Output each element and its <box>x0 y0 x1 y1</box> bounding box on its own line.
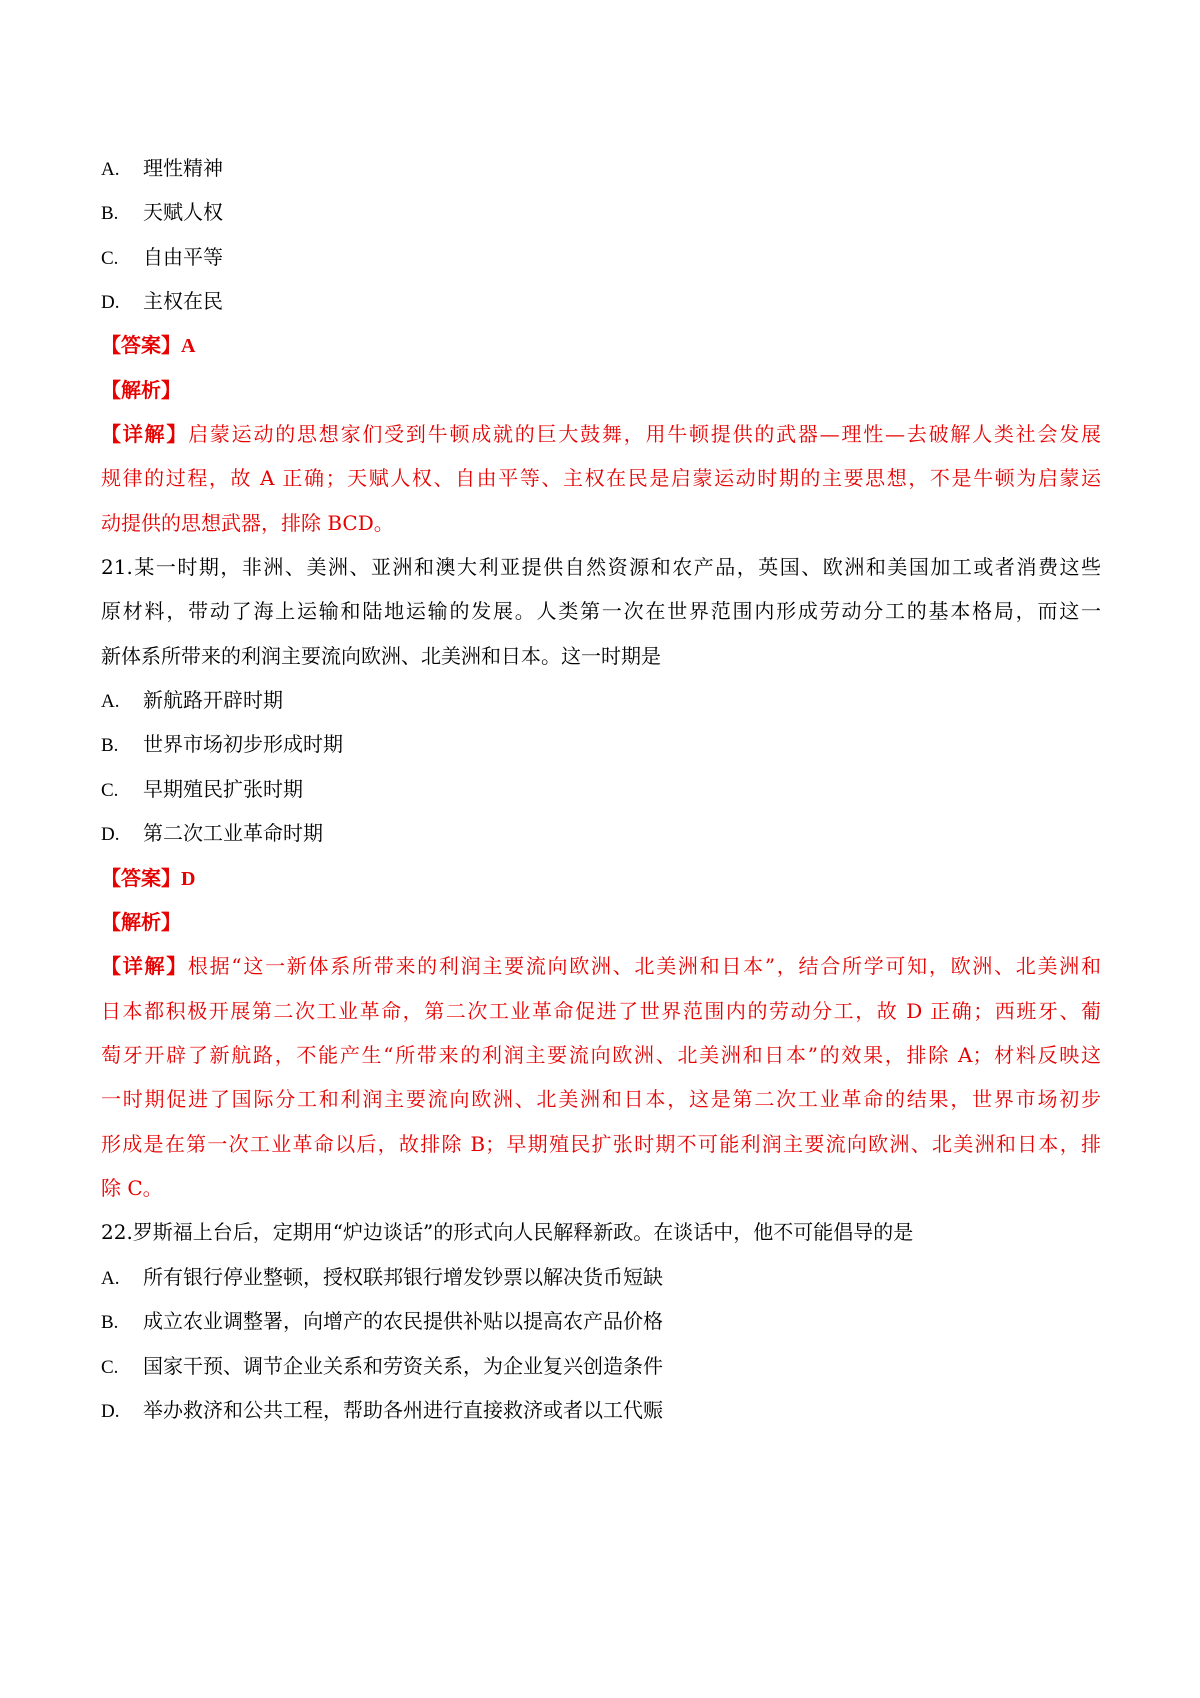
option-text: 早期殖民扩张时期 <box>143 777 303 801</box>
option-text: 理性精神 <box>143 156 223 180</box>
q21-analysis-label <box>101 908 1101 936</box>
analysis-label: 【解析】 <box>101 378 181 402</box>
option-letter: B. <box>101 1312 119 1333</box>
q21-detail-line-5: 形成是在第一次工业革命以后，故排除 B；早期殖民扩张时期不可能利润主要流向欧洲、北美洲和日本，排 <box>101 1132 1101 1156</box>
answer-label: 【答案】 <box>101 333 181 357</box>
option-text: 世界市场初步形成时期 <box>143 732 343 756</box>
answer-value: A <box>181 335 196 357</box>
q22-option-c <box>101 1352 1101 1382</box>
option-text: 所有银行停业整顿，授权联邦银行增发钞票以解决货币短缺 <box>143 1265 663 1289</box>
q21-stem-line-2: 原材料，带动了海上运输和陆地运输的发展。人类第一次在世界范围内形成劳动分工的基本格局，而这一 <box>101 599 1101 623</box>
q20-detail-line-2: 规律的过程，故 A 正确；天赋人权、自由平等、主权在民是启蒙运动时期的主要思想，不是牛顿为启蒙运 <box>101 466 1101 490</box>
q20-analysis-label <box>101 376 1101 404</box>
detail-label: 【详解】 <box>101 954 188 978</box>
option-text: 天赋人权 <box>143 200 223 224</box>
q20-detail-line-3: 动提供的思想武器，排除 BCD。 <box>101 511 394 535</box>
q20-option-a <box>101 154 1101 184</box>
q20-option-c <box>101 243 1101 273</box>
analysis-label: 【解析】 <box>101 910 181 934</box>
q21-detail-line-6: 除 C。 <box>101 1176 163 1200</box>
option-letter: D. <box>101 1401 120 1422</box>
detail-label: 【详解】 <box>101 422 189 446</box>
q21-stem-line-3: 新体系所带来的利润主要流向欧洲、北美洲和日本。这一时期是 <box>101 644 661 668</box>
option-letter: B. <box>101 735 119 756</box>
q22-stem: 22.罗斯福上台后，定期用“炉边谈话”的形式向人民解释新政。在谈话中，他不可能倡导的是 <box>101 1220 914 1244</box>
option-letter: C. <box>101 248 119 269</box>
q20-detail-line-1 <box>101 420 1101 448</box>
option-letter: D. <box>101 292 120 313</box>
q21-option-c <box>101 775 1101 805</box>
option-letter: A. <box>101 691 120 712</box>
q20-option-d <box>101 287 1101 317</box>
option-text: 第二次工业革命时期 <box>143 821 323 845</box>
answer-label: 【答案】 <box>101 866 181 890</box>
option-letter: B. <box>101 203 119 224</box>
q22-option-a <box>101 1263 1101 1293</box>
q22-option-d <box>101 1396 1101 1426</box>
q21-option-a <box>101 686 1101 716</box>
q21-answer <box>101 864 1101 893</box>
option-text: 自由平等 <box>143 245 223 269</box>
option-letter: A. <box>101 1268 120 1289</box>
q21-stem-line-1: 21.某一时期，非洲、美洲、亚洲和澳大利亚提供自然资源和农产品，英国、欧洲和美国加工或者消费这些 <box>101 555 1101 579</box>
option-text: 主权在民 <box>143 289 223 313</box>
option-letter: C. <box>101 780 119 801</box>
option-text: 新航路开辟时期 <box>143 688 283 712</box>
detail-text: 启蒙运动的思想家们受到牛顿成就的巨大鼓舞，用牛顿提供的武器—理性—去破解人类社会发展 <box>188 422 1102 446</box>
q21-detail-line-3: 萄牙开辟了新航路，不能产生“所带来的利润主要流向欧洲、北美洲和日本”的效果，排除 A；材料反映这 <box>101 1043 1101 1067</box>
option-text: 举办救济和公共工程，帮助各州进行直接救济或者以工代赈 <box>143 1398 663 1422</box>
q20-answer <box>101 331 1101 360</box>
option-text: 国家干预、调节企业关系和劳资关系，为企业复兴创造条件 <box>143 1354 663 1378</box>
q22-option-b <box>101 1307 1101 1337</box>
q21-detail-line-2: 日本都积极开展第二次工业革命，第二次工业革命促进了世界范围内的劳动分工，故 D 正确；西班牙、葡 <box>101 999 1101 1023</box>
q20-option-b <box>101 198 1101 228</box>
option-letter: D. <box>101 824 120 845</box>
option-letter: A. <box>101 159 120 180</box>
option-letter: C. <box>101 1357 119 1378</box>
q21-detail-line-1 <box>101 952 1101 980</box>
detail-text: 根据“这一新体系所带来的利润主要流向欧洲、北美洲和日本”，结合所学可知，欧洲、北美洲和 <box>187 954 1102 978</box>
q21-detail-line-4: 一时期促进了国际分工和利润主要流向欧洲、北美洲和日本，这是第二次工业革命的结果，世界市场初步 <box>101 1087 1101 1111</box>
option-text: 成立农业调整署，向增产的农民提供补贴以提高农产品价格 <box>143 1309 663 1333</box>
q21-option-d <box>101 819 1101 849</box>
answer-value: D <box>181 868 196 890</box>
q21-option-b <box>101 730 1101 760</box>
